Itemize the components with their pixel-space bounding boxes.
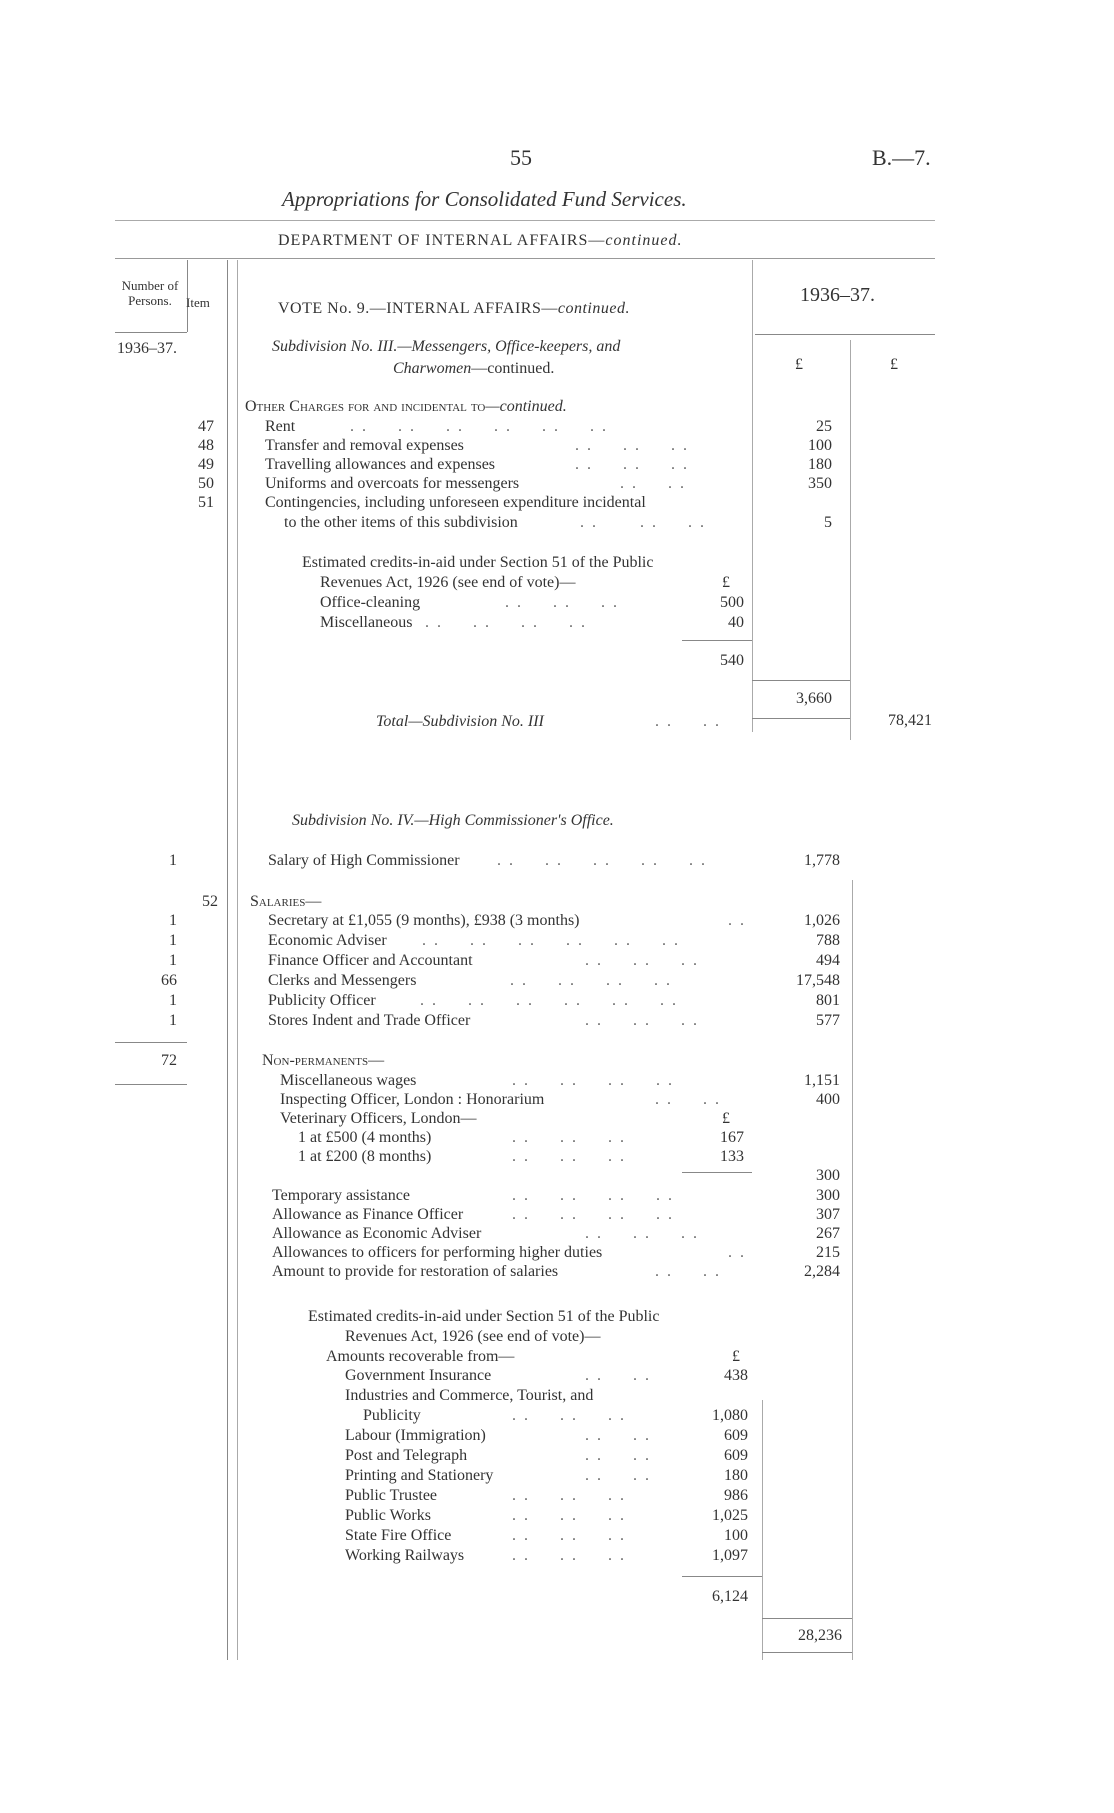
credit-amount: 609: [724, 1447, 748, 1464]
persons-total: 72: [161, 1052, 177, 1069]
item-number: 51: [198, 494, 214, 511]
sub3-credits-heading-line2: Revenues Act, 1926 (see end of vote)—: [320, 574, 576, 591]
nonpermanents-heading: Non-permanents—: [262, 1052, 385, 1069]
credit-label: Public Works: [345, 1507, 431, 1524]
document-reference: B.—7.: [872, 145, 931, 170]
inspecting-officer-amount: 400: [816, 1091, 840, 1108]
vote-title: VOTE No. 9.—INTERNAL AFFAIRS—continued.: [278, 300, 630, 317]
line-label-cont: to the other items of this subdivision: [284, 514, 518, 531]
pound-column-b: £: [890, 356, 898, 373]
credit-amount: 986: [724, 1487, 748, 1504]
allowance-label: Amount to provide for restoration of salaries: [272, 1263, 559, 1280]
credit-amount: 609: [724, 1427, 748, 1444]
department-heading: DEPARTMENT OF INTERNAL AFFAIRS—continued.: [278, 232, 683, 249]
vet-label: 1 at £500 (4 months): [298, 1129, 432, 1146]
hc-salary-label: Salary of High Commissioner: [268, 852, 460, 869]
sub4-credits-total: 6,124: [712, 1588, 748, 1605]
subdivision-4-title: Subdivision No. IV.—High Commissioner's Office.: [292, 812, 614, 829]
allowance-label: Allowance as Economic Adviser: [272, 1225, 482, 1242]
column-header-item: Item: [186, 295, 210, 310]
hc-salary-amount: 1,778: [804, 852, 840, 869]
line-label: Uniforms and overcoats for messengers: [265, 475, 520, 492]
persons-count: 1: [169, 932, 177, 949]
persons-count: 1: [169, 912, 177, 929]
item-number: 50: [198, 475, 214, 492]
pound-column-a: £: [795, 356, 803, 373]
item-number: 48: [198, 437, 214, 454]
credit-label: Post and Telegraph: [345, 1447, 468, 1464]
line-amount: 100: [808, 437, 832, 454]
salary-label: Publicity Officer: [268, 992, 376, 1009]
salary-amount: 577: [816, 1012, 840, 1029]
hc-persons: 1: [169, 852, 177, 869]
item-number: 49: [198, 456, 214, 473]
salary-amount: 494: [816, 952, 840, 969]
sub4-credits-heading: Estimated credits-in-aid under Section 51 of the Public: [308, 1308, 660, 1325]
salary-amount: 788: [816, 932, 840, 949]
salary-amount: 1,026: [804, 912, 840, 929]
other-charges-heading: Other Charges for and incidental to—continued.: [245, 398, 567, 415]
vet-officers-label: Veterinary Officers, London—: [280, 1110, 477, 1127]
sub3-total-label: Total—Subdivision No. III: [376, 713, 544, 730]
credit-label: Industries and Commerce, Tourist, and: [345, 1387, 594, 1404]
credit-label: State Fire Office: [345, 1527, 452, 1544]
line-amount: 25: [816, 418, 832, 435]
vet-amount: 167: [720, 1129, 744, 1146]
sub4-credits-pound: £: [732, 1348, 740, 1365]
line-label: Contingencies, including unforeseen expenditure incidental: [265, 494, 646, 511]
allowance-label: Allowance as Finance Officer: [272, 1206, 464, 1223]
column-header-year: 1936–37.: [800, 284, 875, 306]
misc-wages-label: Miscellaneous wages: [280, 1072, 417, 1089]
credit-amount: 1,080: [712, 1407, 748, 1424]
salaries-item-number: 52: [202, 893, 218, 910]
column-header-persons: Number of Persons.: [121, 278, 179, 308]
salary-amount: 17,548: [796, 972, 840, 989]
credit-amount: 40: [728, 614, 744, 631]
salary-label: Secretary at £1,055 (9 months), £938 (3 months): [268, 912, 580, 929]
credit-label: Working Railways: [345, 1547, 465, 1564]
vet-amount: 133: [720, 1148, 744, 1165]
credit-label: Labour (Immigration): [345, 1427, 486, 1444]
vet-label: 1 at £200 (8 months): [298, 1148, 432, 1165]
page-title: Appropriations for Consolidated Fund Services.: [282, 187, 687, 211]
inspecting-officer-label: Inspecting Officer, London : Honorarium: [280, 1091, 545, 1108]
credit-label: Office-cleaning: [320, 594, 421, 611]
allowance-amount: 267: [816, 1225, 840, 1242]
credit-label: Public Trustee: [345, 1487, 438, 1504]
salary-amount: 801: [816, 992, 840, 1009]
credit-amount: 1,097: [712, 1547, 748, 1564]
salary-label: Economic Adviser: [268, 932, 387, 949]
credit-amount: 100: [724, 1527, 748, 1544]
credit-amount: 180: [724, 1467, 748, 1484]
page-number: 55: [510, 145, 532, 170]
salary-label: Finance Officer and Accountant: [268, 952, 473, 969]
credit-label: Miscellaneous: [320, 614, 413, 631]
sub3-credits-pound: £: [722, 574, 730, 591]
line-label: Transfer and removal expenses: [265, 437, 464, 454]
recoverable-heading: Amounts recoverable from—: [326, 1348, 515, 1365]
item-number: 47: [198, 418, 214, 435]
line-amount: 5: [824, 514, 832, 531]
persons-count: 66: [161, 972, 177, 989]
line-label: Travelling allowances and expenses: [265, 456, 496, 473]
sub3-subtotal: 3,660: [796, 690, 832, 707]
sub4-subtotal: 28,236: [798, 1627, 842, 1644]
line-label: Rent: [265, 418, 296, 435]
allowance-amount: 307: [816, 1206, 840, 1223]
credit-amount: 500: [720, 594, 744, 611]
credit-label: Printing and Stationery: [345, 1467, 494, 1484]
sub4-credits-heading-line2: Revenues Act, 1926 (see end of vote)—: [345, 1328, 601, 1345]
persons-count: 1: [169, 952, 177, 969]
subdivision-3-title: Subdivision No. III.—Messengers, Office-keepers, and: [272, 338, 621, 355]
misc-wages-amount: 1,151: [804, 1072, 840, 1089]
persons-count: 1: [169, 992, 177, 1009]
salaries-heading: Salaries—: [250, 893, 322, 910]
line-amount: 350: [808, 475, 832, 492]
credit-amount: 438: [724, 1367, 748, 1384]
allowance-amount: 300: [816, 1187, 840, 1204]
allowance-label: Allowances to officers for performing higher duties: [272, 1244, 603, 1261]
credit-label: Government Insurance: [345, 1367, 492, 1384]
column-year-persons: 1936–37.: [117, 340, 177, 357]
credit-amount: 1,025: [712, 1507, 748, 1524]
salary-label: Clerks and Messengers: [268, 972, 417, 989]
credit-label-cont: Publicity: [363, 1407, 421, 1424]
salary-label: Stores Indent and Trade Officer: [268, 1012, 471, 1029]
sub3-total: 78,421: [888, 712, 932, 729]
sub3-credits-heading: Estimated credits-in-aid under Section 51 of the Public: [302, 554, 654, 571]
vet-pound: £: [722, 1110, 730, 1127]
line-amount: 180: [808, 456, 832, 473]
sub3-credits-total: 540: [720, 652, 744, 669]
allowance-label: Temporary assistance: [272, 1187, 410, 1204]
subdivision-3-title-line2: Charwomen—continued.: [393, 360, 555, 377]
vet-total: 300: [816, 1167, 840, 1184]
allowance-amount: 215: [816, 1244, 840, 1261]
persons-count: 1: [169, 1012, 177, 1029]
allowance-amount: 2,284: [804, 1263, 840, 1280]
